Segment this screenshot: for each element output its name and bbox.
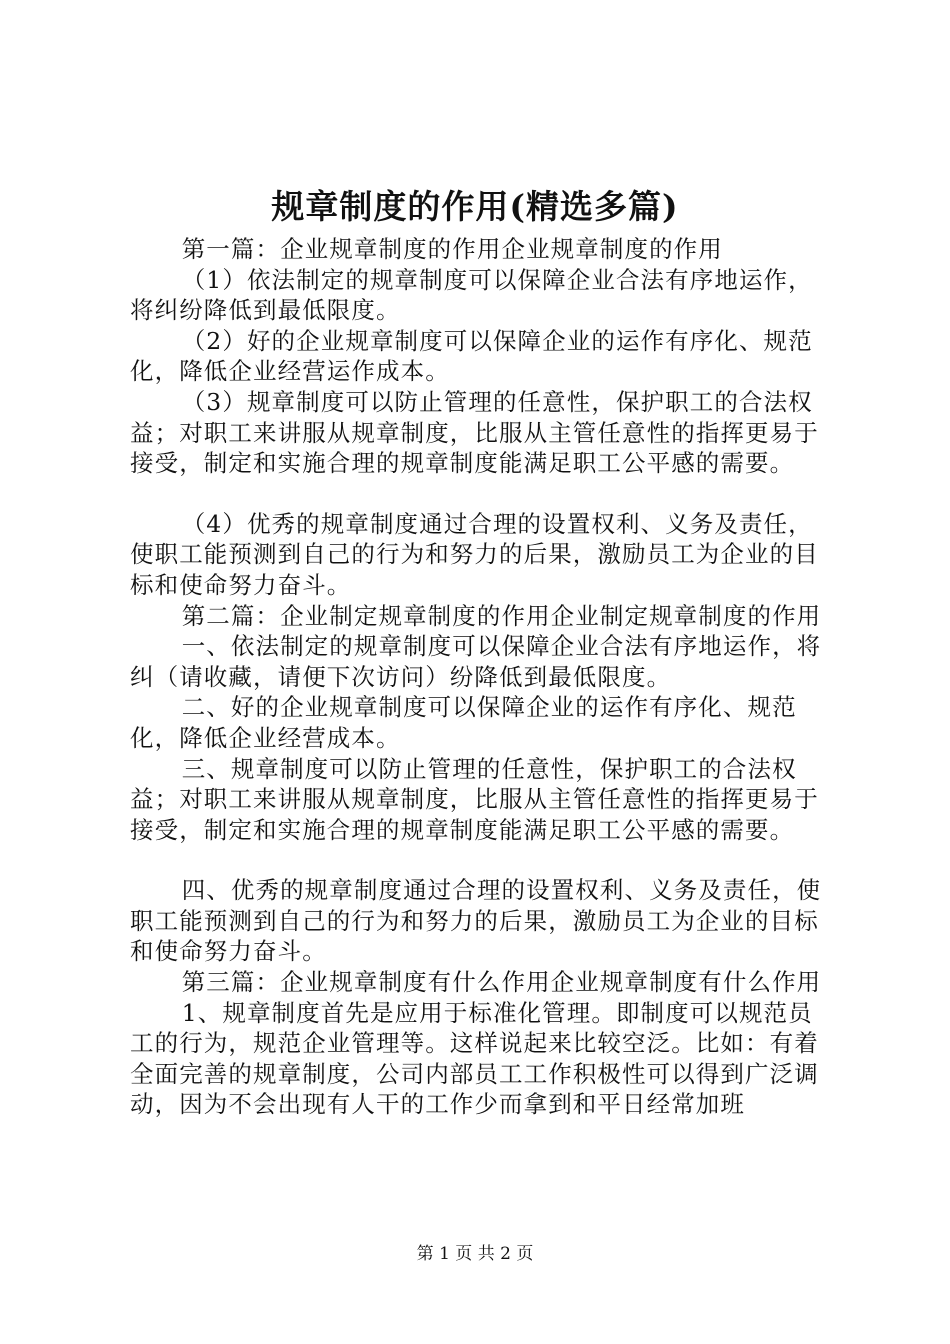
document-body: [130, 234, 835, 1120]
paragraph: （3）规章制度可以防止管理的任意性，保护职工的合法权益；对职工来讲服从规章制度，比服从主管任意性的指挥更易于接受，制定和实施合理的规章制度能满足职工公平感的需要。: [130, 387, 819, 478]
section-heading-3: 第三篇：企业规章制度有什么作用企业规章制度有什么作用: [181, 968, 822, 997]
paragraph: （4）优秀的规章制度通过合理的设置权利、义务及责任，使职工能预测到自己的行为和努力的后果，激励员工为企业的目标和使命努力奋斗。: [130, 509, 819, 599]
page-number: 第 1 页 共 2 页: [416, 1244, 534, 1264]
paragraph: 1、规章制度首先是应用于标准化管理。即制度可以规范员工的行为，规范企业管理等。这样说起来比较空泛。比如：有着全面完善的规章制度，公司内部员工工作积极性可以得到广泛调动，因为不会出现有人干的工作少而拿到和平日经常加班: [130, 998, 819, 1119]
paragraph: 三、规章制度可以防止管理的任意性，保护职工的合法权益；对职工来讲服从规章制度，比服从主管任意性的指挥更易于接受，制定和实施合理的规章制度能满足职工公平感的需要。: [130, 754, 819, 844]
section-heading-2: 第二篇：企业制定规章制度的作用企业制定规章制度的作用: [181, 601, 822, 630]
paragraph: 四、优秀的规章制度通过合理的设置权利、义务及责任，使职工能预测到自己的行为和努力的后果，激励员工为企业的目标和使命努力奋斗。: [130, 876, 822, 966]
paragraph: 二、好的企业规章制度可以保障企业的运作有序化、规范化，降低企业经营成本。: [130, 693, 797, 752]
paragraph: （2）好的企业规章制度可以保障企业的运作有序化、规范化，降低企业经营运作成本。: [130, 326, 813, 386]
document-title: 规章制度的作用(精选多篇): [271, 187, 679, 226]
section-heading-1: 第一篇：企业规章制度的作用企业规章制度的作用: [181, 235, 723, 263]
paragraph: （1）依法制定的规章制度可以保障企业合法有序地运作，将纠纷降低到最低限度。: [130, 265, 813, 325]
paragraph: 一、依法制定的规章制度可以保障企业合法有序地运作，将纠（请收藏，请便下次访问）纷降低到最低限度。: [130, 632, 822, 691]
